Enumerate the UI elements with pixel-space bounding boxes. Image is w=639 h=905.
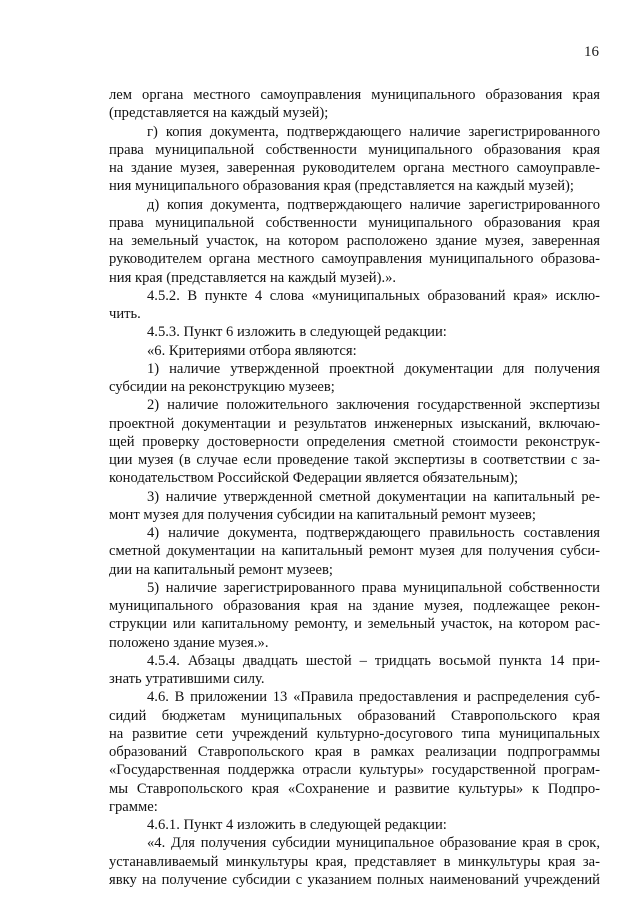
text-line: «Государственная поддержка отрасли культуры» государственной програм- bbox=[109, 762, 600, 779]
text-line: 4.6.1. Пункт 4 изложить в следующей редакции: bbox=[147, 817, 447, 833]
body-text bbox=[109, 86, 600, 889]
page-number: 16 bbox=[584, 44, 599, 60]
text-line: мы Ставропольского края «Сохранение и развитие культуры» к Подпро- bbox=[109, 780, 600, 797]
text-line: права муниципальной собственности муниципального образования края bbox=[109, 214, 600, 231]
text-line: 3) наличие утвержденной сметной документации на капитальный ре- bbox=[147, 488, 600, 505]
text-line: на здание музея, заверенная руководителем органа местного самоуправле- bbox=[109, 160, 600, 176]
text-line: 4) наличие документа, подтверждающего правильность составления bbox=[147, 525, 600, 541]
text-line: ния края (представляется на каждый музей).». bbox=[109, 269, 397, 286]
text-line: 4.5.4. Абзацы двадцать шестой – тридцать восьмой пункта 14 при- bbox=[147, 652, 600, 669]
text-line: муниципального образования края на здание музея, подлежащее рекон- bbox=[109, 598, 600, 614]
text-line: «6. Критериями отбора являются: bbox=[147, 342, 357, 359]
text-line: на земельный участок, на котором расположено здание музея, заверенная bbox=[109, 233, 600, 249]
text-line: струкции или капитальному ремонту, и земельный участок, на котором рас- bbox=[109, 616, 600, 633]
text-line: ции музея (в случае если проведение такой экспертизы в соответствии с за- bbox=[109, 452, 600, 468]
text-line: лем органа местного самоуправления муниципального образования края bbox=[109, 87, 600, 103]
text-line: ния муниципального образования края (представляется на каждый музей); bbox=[109, 178, 574, 195]
text-line: явку на получение субсидии с указанием полных наименований учреждений bbox=[109, 871, 600, 888]
text-line: права муниципальной собственности муниципального образования края bbox=[109, 141, 600, 158]
text-line: сметной документации на капитальный ремонт музея для получения субси- bbox=[109, 543, 600, 560]
text-line: 4.5.2. В пункте 4 слова «муниципальных образований края» исклю- bbox=[147, 287, 600, 304]
text-line: субсидии на реконструкцию музеев; bbox=[109, 379, 335, 395]
text-line: проектной документации и результатов инженерных изысканий, включаю- bbox=[109, 415, 600, 432]
text-line: д) копия документа, подтверждающего наличие зарегистрированного bbox=[147, 196, 600, 213]
text-line: г) копия документа, подтверждающего наличие зарегистрированного bbox=[147, 123, 600, 140]
text-line: 5) наличие зарегистрированного права муниципальной собственности bbox=[147, 579, 600, 596]
text-line: сидий бюджетам муниципальных образований Ставропольского края bbox=[109, 707, 600, 724]
text-line: конодательством Российской Федерации является обязательным); bbox=[109, 470, 519, 487]
text-line: руководителем органа местного самоуправления муниципального образова- bbox=[109, 251, 600, 268]
text-line: «4. Для получения субсидии муниципальное образование края в срок, bbox=[147, 835, 600, 852]
text-line: на развитие сети учреждений культурно-досугового типа муниципальных bbox=[109, 725, 600, 742]
text-line: чить. bbox=[109, 306, 141, 322]
text-line: знать утратившими силу. bbox=[109, 671, 265, 687]
text-line: образований Ставропольского края в рамках реализации подпрограммы bbox=[109, 744, 600, 760]
text-line: 1) наличие утвержденной проектной документации для получения bbox=[147, 360, 600, 377]
text-line: положено здание музея.». bbox=[109, 634, 269, 651]
text-line: (представляется на каждый музей); bbox=[109, 105, 329, 122]
text-line: грамме: bbox=[109, 798, 158, 815]
text-line: дии на капитальный ремонт музеев; bbox=[109, 561, 333, 578]
text-line: 4.6. В приложении 13 «Правила предоставления и распределения суб- bbox=[147, 689, 600, 706]
text-line: устанавливаемый минкультуры края, представляет в минкультуры края за- bbox=[109, 853, 600, 870]
text-line: монт музея для получения субсидии на капитальный ремонт музеев; bbox=[109, 506, 536, 523]
text-line: 2) наличие положительного заключения государственной экспертизы bbox=[147, 397, 600, 414]
text-line: 4.5.3. Пункт 6 изложить в следующей редакции: bbox=[147, 324, 447, 341]
text-line: щей проверку достоверности определения сметной стоимости реконструк- bbox=[109, 433, 600, 450]
